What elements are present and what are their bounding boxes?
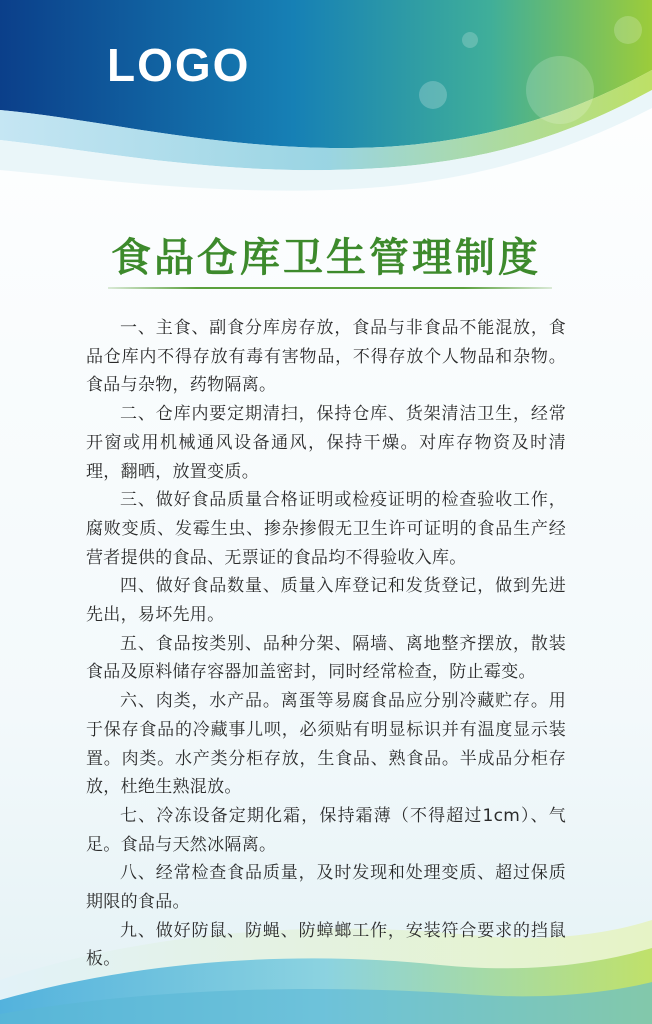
- rule-paragraph-2: 二、仓库内要定期清扫，保持仓库、货架清洁卫生，经常开窗或用机械通风设备通风，保持干燥。对库存物资及时清理，翻晒，放置变质。: [86, 404, 566, 482]
- rule-paragraph-5: 五、食品按类别、品种分架、隔墙、离地整齐摆放，散装食品及原料储存容器加盖密封，同时经常检查，防止霉变。: [86, 633, 566, 683]
- page-title: 食品仓库卫生管理制度: [111, 235, 541, 281]
- logo: LOGO: [107, 39, 251, 91]
- rule-paragraph-6: 六、肉类，水产品。离蛋等易腐食品应分别冷藏贮存。用于保存食品的冷藏事儿呗，必须贴有明显标识并有温度显示装置。肉类。水产类分柜存放，生食品、熟食品。半成品分柜存放，杜绝生熟混放。: [86, 691, 566, 798]
- rule-paragraph-8: 八、经常检查食品质量，及时发现和处理变质、超过保质期限的食品。: [86, 863, 566, 913]
- rule-paragraph-9: 九、做好防鼠、防蝇、防蟑螂工作，安装符合要求的挡鼠板。: [86, 920, 566, 970]
- rule-paragraph-4: 四、做好食品数量、质量入库登记和发货登记，做到先进先出，易坏先用。: [86, 576, 566, 626]
- rule-paragraph-3: 三、做好食品质量合格证明或检疫证明的检查验收工作，腐败变质、发霉生虫、掺杂掺假无卫生许可证明的食品生产经营者提供的食品、无票证的食品均不得验收入库。: [86, 490, 566, 568]
- rule-paragraph-1: 一、主食、副食分库房存放，食品与非食品不能混放，食品仓库内不得存放有毒有害物品，不得存放个人物品和杂物。食品与杂物，药物隔离。: [86, 318, 566, 396]
- rules-content: [86, 314, 566, 974]
- title-divider: [108, 287, 552, 289]
- rule-paragraph-7: 七、冷冻设备定期化霜，保持霜薄（不得超过1cm）、气足。食品与天然冰隔离。: [86, 805, 566, 855]
